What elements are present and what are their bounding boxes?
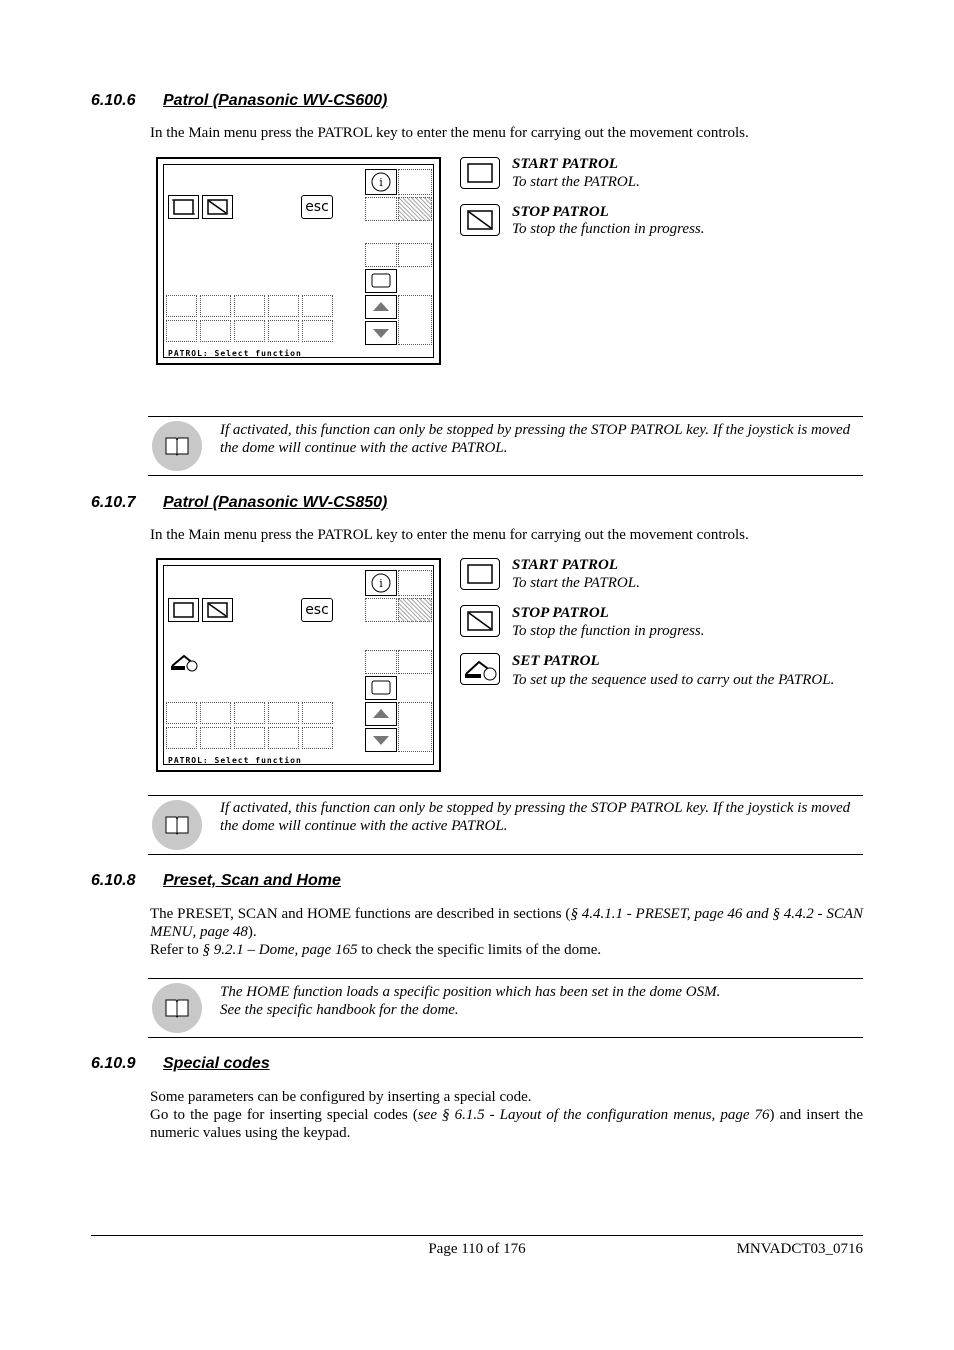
arrow-down-icon <box>366 729 396 751</box>
section-heading-6-10-8 <box>91 872 341 890</box>
aux-key[interactable] <box>398 650 432 674</box>
paragraph-special-codes: Some parameters can be configured by inserting a special code. <box>150 1089 532 1105</box>
func-key-3[interactable] <box>234 702 265 724</box>
book-badge <box>152 421 202 471</box>
stop-patrol-icon <box>203 196 232 218</box>
set-patrol-legend-icon <box>460 653 500 685</box>
text: to check the specific limits of the dome. <box>357 942 602 958</box>
note-text <box>220 983 859 1019</box>
paragraph-intro: In the Main menu press the PATROL key to enter the menu for carrying out the movement controls. <box>150 527 749 543</box>
esc-key[interactable]: esc <box>301 195 333 219</box>
legend-title: STOP PATROL <box>512 605 609 621</box>
note-line: See the specific handbook for the dome. <box>220 1002 459 1018</box>
status-line: PATROL: Select function <box>168 756 302 765</box>
info-key[interactable] <box>365 169 397 195</box>
section-number: 6.10.7 <box>91 494 136 511</box>
paragraph-intro: In the Main menu press the PATROL key to enter the menu for carrying out the movement controls. <box>150 125 749 141</box>
start-patrol-legend-icon <box>460 157 500 189</box>
stop-patrol-legend-icon <box>460 605 500 637</box>
svg-text:i: i <box>379 176 383 189</box>
stop-patrol-icon <box>203 599 232 621</box>
pattern-key[interactable] <box>398 197 432 221</box>
func-key-1[interactable] <box>166 295 197 317</box>
stop-patrol-key[interactable] <box>202 598 233 622</box>
func-key-6[interactable] <box>234 320 265 342</box>
book-icon <box>164 813 190 837</box>
section-heading-6-10-9 <box>91 1055 270 1073</box>
patrol-screen-cs600 <box>156 157 441 365</box>
section-heading-6-10-6 <box>91 92 387 110</box>
start-patrol-legend-icon <box>460 558 500 590</box>
arrow-up-icon <box>366 296 396 318</box>
settings-key[interactable] <box>302 295 333 317</box>
set-patrol-key[interactable] <box>168 650 199 674</box>
info-key[interactable] <box>365 570 397 596</box>
cross-reference[interactable]: § 4.4.1.1 - PRESET, page 46 and § 4.4.2 - SCAN MENU, page 48 <box>150 906 863 940</box>
legend-title: STOP PATROL <box>512 204 609 220</box>
func-key-2[interactable] <box>200 702 231 724</box>
esc-key[interactable]: esc <box>301 598 333 622</box>
legend-desc: To stop the function in progress. <box>512 221 705 237</box>
paragraph-insert-codes <box>150 1106 863 1142</box>
svg-text:i: i <box>379 577 383 590</box>
arrow-down-icon <box>366 322 396 344</box>
stop-patrol-icon <box>461 205 499 235</box>
screen-panel <box>163 565 434 765</box>
grid-key[interactable] <box>398 169 432 195</box>
paragraph-limits <box>150 941 863 959</box>
down-arrow-key[interactable] <box>365 321 397 345</box>
note-box <box>148 978 863 1038</box>
page-number: Page 110 of 176 <box>428 1241 526 1257</box>
stop-patrol-icon <box>461 606 499 636</box>
func-key-2[interactable] <box>200 295 231 317</box>
monitor-key[interactable] <box>365 676 397 700</box>
start-patrol-icon <box>169 196 198 218</box>
info-icon <box>366 571 396 595</box>
cross-reference[interactable]: see § 6.1.5 - Layout of the configuration menus, page 76 <box>417 1107 770 1123</box>
text: ) and insert the numeric values using the keypad. <box>150 1107 863 1141</box>
arrow-up-icon <box>366 703 396 725</box>
func-key-7[interactable] <box>268 727 299 749</box>
func-key-4[interactable] <box>166 727 197 749</box>
func-key-3[interactable] <box>234 295 265 317</box>
note-text: If activated, this function can only be stopped by pressing the STOP PATROL key. If the joystick is moved the dome will continue with the active PATROL. <box>220 800 851 834</box>
book-icon <box>164 996 190 1020</box>
start-patrol-icon <box>461 158 499 188</box>
legend-desc: To set up the sequence used to carry out the PATROL. <box>512 672 835 688</box>
section-number: 6.10.8 <box>91 872 136 889</box>
down-arrow-key[interactable] <box>365 728 397 752</box>
status-line: PATROL: Select function <box>168 349 302 358</box>
info-icon <box>366 170 396 194</box>
legend-desc: To start the PATROL. <box>512 174 640 190</box>
cross-reference[interactable]: § 9.2.1 – Dome, page 165 <box>202 942 358 958</box>
note-text: If activated, this function can only be stopped by pressing the STOP PATROL key. If the joystick is moved the dome will continue with the active PATROL. <box>220 422 851 456</box>
legend-title: SET PATROL <box>512 653 600 669</box>
section-number: 6.10.9 <box>91 1055 136 1072</box>
footer-rule <box>91 1235 863 1236</box>
monitor-icon <box>366 270 396 292</box>
memory-key[interactable] <box>365 598 397 622</box>
dome-key[interactable] <box>365 243 397 267</box>
memory-key[interactable] <box>365 197 397 221</box>
legend-title: START PATROL <box>512 156 618 172</box>
section-title: Patrol (Panasonic WV-CS600) <box>163 92 388 109</box>
enter-key[interactable] <box>398 702 432 752</box>
text: The PRESET, SCAN and HOME functions are described in sections ( <box>150 906 571 922</box>
text: ). <box>247 924 257 940</box>
aux-key[interactable] <box>398 243 432 267</box>
start-patrol-icon <box>169 599 198 621</box>
dome-key[interactable] <box>365 650 397 674</box>
func-key-4[interactable] <box>166 320 197 342</box>
set-patrol-icon <box>168 650 199 674</box>
func-key-7[interactable] <box>268 320 299 342</box>
set-patrol-icon <box>461 654 499 684</box>
legend-desc: To stop the function in progress. <box>512 623 705 639</box>
legend-title: START PATROL <box>512 557 618 573</box>
book-badge <box>152 800 202 850</box>
start-patrol-key[interactable] <box>168 195 199 219</box>
enter-key[interactable] <box>398 295 432 345</box>
func-key-8[interactable] <box>302 320 333 342</box>
func-key-5[interactable] <box>200 727 231 749</box>
func-key-1[interactable] <box>166 702 197 724</box>
monitor-icon <box>366 677 396 699</box>
func-key-6[interactable] <box>234 727 265 749</box>
text: Refer to <box>150 942 203 958</box>
target-key[interactable] <box>268 702 299 724</box>
note-box <box>148 416 863 476</box>
book-icon <box>164 434 190 458</box>
note-box <box>148 795 863 855</box>
text: Go to the page for inserting special codes ( <box>150 1107 418 1123</box>
target-key[interactable] <box>268 295 299 317</box>
func-key-8[interactable] <box>302 727 333 749</box>
patrol-screen-cs850 <box>156 558 441 772</box>
section-title: Patrol (Panasonic WV-CS850) <box>163 494 388 511</box>
func-key-5[interactable] <box>200 320 231 342</box>
start-patrol-icon <box>461 559 499 589</box>
paragraph-preset-scan-home <box>150 905 863 941</box>
monitor-key[interactable] <box>365 269 397 293</box>
document-code: MNVADCT03_0716 <box>736 1241 863 1257</box>
stop-patrol-legend-icon <box>460 204 500 236</box>
section-title: Preset, Scan and Home <box>163 872 341 889</box>
book-badge <box>152 983 202 1033</box>
section-number: 6.10.6 <box>91 92 136 109</box>
stop-patrol-key[interactable] <box>202 195 233 219</box>
settings-key[interactable] <box>302 702 333 724</box>
up-arrow-key[interactable] <box>365 295 397 319</box>
up-arrow-key[interactable] <box>365 702 397 726</box>
pattern-key[interactable] <box>398 598 432 622</box>
grid-key[interactable] <box>398 570 432 596</box>
note-line: The HOME function loads a specific position which has been set in the dome OSM. <box>220 984 721 1000</box>
section-heading-6-10-7 <box>91 494 387 512</box>
legend-desc: To start the PATROL. <box>512 575 640 591</box>
section-title: Special codes <box>163 1055 270 1072</box>
screen-panel <box>163 164 434 358</box>
start-patrol-key[interactable] <box>168 598 199 622</box>
